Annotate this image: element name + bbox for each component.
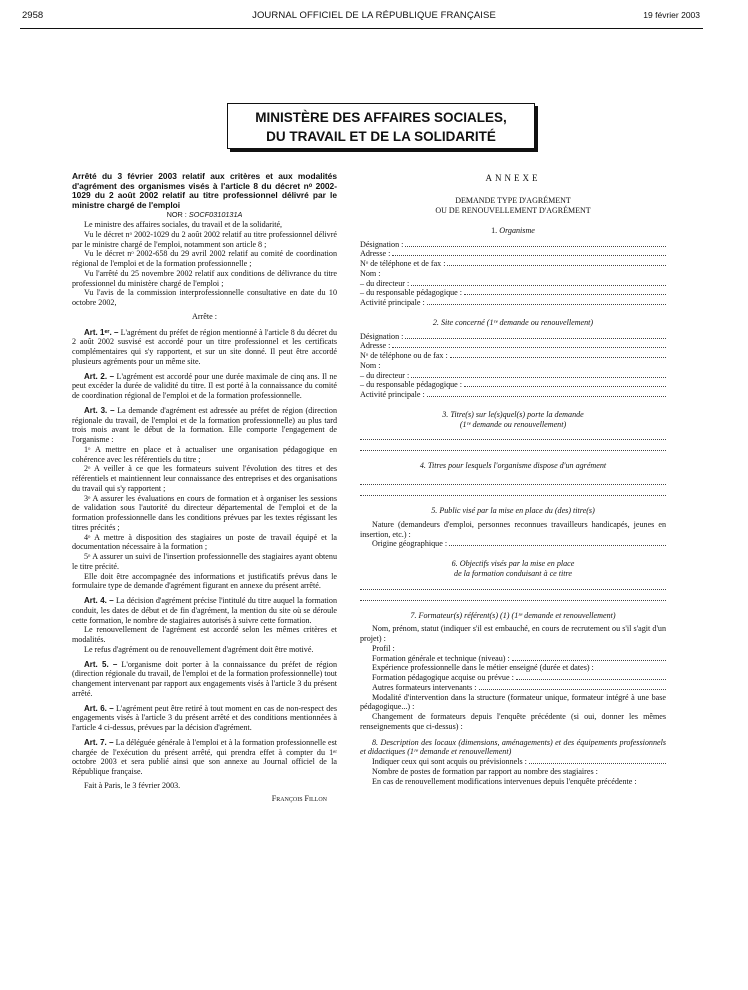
article-5-text: L'organisme doit porter à la connaissance du préfet de région (direction régionale du travail, de l'emploi et de la formation professionnelle) tout changement intervenant par rapport aux engagements visés à l'article 3 du présent arrêté.	[72, 659, 338, 698]
fill-line	[464, 288, 666, 295]
annexe-subtitle-2: OU DE RENOUVELLEMENT D'AGRÉMENT	[435, 205, 591, 215]
fill-line	[427, 298, 666, 305]
article-6-label: Art. 6. –	[84, 703, 114, 713]
s1-adresse-field[interactable]	[360, 249, 666, 259]
s5-nature-field[interactable]: Nature (demandeurs d'emploi, personnes reconnues travailleurs handicapés, jeunes en insertion, etc.) :	[360, 519, 666, 539]
s7-pedago-label: Formation pédagogique acquise ou prévue :	[372, 673, 514, 682]
s7-formation-field[interactable]	[360, 654, 666, 664]
page-header	[0, 10, 748, 24]
arrete-column	[72, 172, 337, 803]
s1-activite-field[interactable]	[360, 298, 666, 308]
s3-fill-line-2[interactable]	[360, 441, 666, 451]
s7-autres-label: Autres formateurs intervenants :	[372, 682, 477, 692]
article-1-label: Art. 1ᵉʳ. –	[84, 327, 119, 337]
section-7-title: 7. Formateur(s) référent(s) (1) (1ʳᵉ demande et renouvellement)	[410, 610, 616, 620]
article-6	[72, 704, 337, 733]
ministry-line-1: MINISTÈRE DES AFFAIRES SOCIALES,	[255, 110, 507, 125]
header-rule	[20, 28, 703, 29]
visa-3: Vu le décret nᵒ 2002-658 du 29 avril 2002 relatif au comité de coordination régional de l'emploi et de la formation professionnelle ;	[72, 249, 337, 269]
signature: François Fillon	[271, 793, 327, 803]
s1-directeur-label: – du directeur :	[360, 278, 410, 288]
section-1-number: 1.	[491, 225, 498, 235]
s1-telephone-field[interactable]	[360, 259, 666, 269]
article-4-label: Art. 4. –	[84, 596, 114, 606]
fill-line	[464, 380, 666, 387]
s1-adresse-label: Adresse :	[360, 249, 391, 259]
section-4-title: 4. Titres pour lesquels l'organisme dispose d'un agrément	[419, 461, 607, 471]
section-3-subtitle: (1ʳᵉ demande ou renouvellement)	[459, 419, 567, 429]
s8-indiquer-field[interactable]	[360, 757, 666, 767]
article-7	[72, 738, 337, 777]
s7-nom-field[interactable]: Nom, prénom, statut (indiquer s'il est embauché, en cours de recrutement ou s'il s'agit d'un projet) :	[360, 624, 666, 643]
ministry-line-2: DU TRAVAIL ET DE LA SOLIDARITÉ	[266, 129, 496, 144]
fill-line	[405, 240, 666, 247]
s7-profil-label: Profil :	[372, 643, 395, 653]
s2-adresse-field[interactable]	[360, 341, 666, 351]
s2-designation-label: Désignation :	[360, 331, 404, 341]
section-6-subtitle: de la formation conduisant à ce titre	[454, 568, 572, 578]
s6-fill-line-1[interactable]	[360, 580, 666, 590]
nor-value: SOCF0310131A	[188, 210, 243, 220]
section-1-title	[360, 226, 666, 236]
page-number: 2958	[22, 10, 44, 21]
fill-line	[479, 683, 666, 690]
s7-formation-label: Formation générale et technique (niveau) :	[372, 653, 510, 663]
section-8-title: 8. Description des locaux (dimensions, aménagements) et des équipements professionnels et didactiques (1ʳᵉ demande et renouvellement)	[360, 737, 666, 757]
s2-responsable-label: – du responsable pédagogique :	[360, 380, 463, 390]
s2-activite-field[interactable]	[360, 390, 666, 400]
fill-line	[529, 757, 666, 764]
fill-line	[392, 249, 666, 256]
s2-responsable-field[interactable]	[360, 380, 666, 390]
s1-designation-label: Désignation :	[360, 239, 404, 249]
s1-designation-field[interactable]	[360, 240, 666, 250]
fill-line	[427, 390, 666, 397]
article-3-text: La demande d'agrément est adressée au préfet de région (direction régionale du travail, de l'emploi et de la formation professionnelle) au plus tard trois mois avant le début de la formation. Elle comporte l'engagement de l'organisme :	[72, 405, 337, 445]
article-3-label: Art. 3. –	[84, 405, 115, 415]
section-1-name: Organisme	[499, 225, 535, 235]
s1-responsable-label: – du responsable pédagogique :	[360, 288, 463, 298]
article-3-annex-note: Elle doit être accompagnée des informations et justificatifs prévus dans le formulaire type de demande d'agrément figurant en annexe du présent arrêté.	[72, 571, 337, 591]
s1-activite-label: Activité principale :	[360, 298, 425, 307]
s7-changement-field[interactable]: Changement de formateurs depuis l'enquête précédente (si oui, donner les mêmes renseignements que ci-dessus) :	[360, 712, 666, 731]
section-3-title: 3. Titre(s) sur le(s)quel(s) porte la demande	[442, 409, 584, 419]
fait-a-paris: Fait à Paris, le 3 février 2003.	[84, 780, 181, 790]
nor-label: NOR :	[166, 210, 187, 220]
annexe-title: ANNEXE	[485, 173, 541, 183]
s3-fill-line-1[interactable]	[360, 430, 666, 440]
article-4-para-2: Le renouvellement de l'agrément est accordé selon les mêmes critères et modalités.	[72, 625, 337, 645]
engagement-4: 4ᵒ A mettre à disposition des stagiaires un poste de travail équipé et la documentation nécessaire à la formation ;	[72, 532, 337, 552]
s2-directeur-field[interactable]	[360, 371, 666, 381]
s2-telephone-label: Nᵒ de téléphone ou de fax :	[360, 351, 448, 360]
fill-line	[516, 673, 666, 680]
s6-fill-line-2[interactable]	[360, 591, 666, 601]
annexe-subtitle-1: DEMANDE TYPE D'AGRÉMENT	[455, 195, 571, 205]
fill-line	[450, 351, 666, 358]
visa-4: Vu l'arrêté du 25 novembre 2002 relatif aux conditions de délivrance du titre professionnel du ministère chargé de l'emploi ;	[72, 268, 337, 288]
article-5	[72, 660, 337, 699]
s2-adresse-label: Adresse :	[360, 341, 391, 351]
s5-origine-field[interactable]	[360, 539, 666, 549]
article-2	[72, 372, 337, 401]
arrete-title: Arrêté du 3 février 2003 relatif aux critères et aux modalités d'agrément des organismes visés à l'article 8 du décret nᵒ 2002-1029 du 2 août 2002 relatif au titre professionnel délivré par le ministre chargé de l'emploi	[72, 171, 337, 210]
engagement-1: 1ᵒ A mettre en place et à actualiser une organisation pédagogique en cohérence avec les référentiels du titre ;	[72, 444, 337, 464]
article-3	[72, 406, 337, 445]
s1-responsable-field[interactable]	[360, 288, 666, 298]
article-1	[72, 328, 337, 367]
s2-activite-label: Activité principale :	[360, 390, 425, 399]
s8-renouvellement-field[interactable]: En cas de renouvellement modifications intervenues depuis l'enquête précédente :	[372, 776, 637, 786]
engagement-2: 2ᵒ A veiller à ce que les formateurs suivent l'évolution des titres et des référentiels et maintiennent leur connaissance des entreprises et des organisations du travail qui s'y rapportent ;	[72, 464, 337, 493]
s7-autres-field[interactable]	[360, 683, 666, 693]
s2-directeur-label: – du directeur :	[360, 370, 410, 380]
article-7-text: La déléguée générale à l'emploi et à la formation professionnelle est chargée de l'exécution du présent arrêté, qui prendra effet à compter du 1ᵉʳ octobre 2003 et sera publié ainsi que son annexe au Journal officiel de la République française.	[72, 737, 337, 777]
visa-5: Vu l'avis de la commission interprofessionnelle consultative en date du 10 octobre 2002,	[72, 288, 337, 308]
fill-line	[449, 539, 666, 546]
s7-experience-field[interactable]: Expérience professionnelle dans le métier enseigné (durée et dates) :	[372, 663, 594, 673]
article-5-label: Art. 5. –	[84, 659, 118, 669]
s7-pedago-field[interactable]	[360, 673, 666, 683]
s4-fill-line-1[interactable]	[360, 475, 666, 485]
visa-1: Le ministre des affaires sociales, du travail et de la solidarité,	[84, 220, 283, 230]
fill-line	[392, 341, 666, 348]
fill-line	[405, 332, 666, 339]
section-5-title: 5. Public visé par la mise en place du (des) titre(s)	[431, 506, 595, 515]
article-2-text: L'agrément est accordé pour une durée maximale de cinq ans. Il ne peut excéder la durée de validité du titre. Il est porté à la connaissance du comité de coordination régional de l'emploi et de la formation professionnelle.	[72, 371, 337, 401]
fill-line	[447, 259, 666, 266]
visa-2: Vu le décret nᵒ 2002-1029 du 2 août 2002 relatif au titre professionnel délivré par le ministre chargé de l'emploi, notamment son article 8 ;	[72, 229, 337, 249]
article-2-label: Art. 2. –	[84, 371, 115, 381]
nor-reference	[72, 210, 337, 220]
arrete-word: Arrête :	[192, 311, 217, 321]
s1-directeur-field[interactable]	[360, 279, 666, 289]
fill-line	[512, 654, 666, 661]
s1-telephone-label: Nᵒ de téléphone et de fax :	[360, 259, 446, 268]
s1-nom-label: Nom :	[360, 268, 381, 278]
section-2-title: 2. Site concerné (1ʳᵉ demande ou renouvellement)	[432, 317, 594, 327]
s5-origine-label: Origine géographique :	[372, 539, 448, 549]
article-7-label: Art. 7. –	[84, 737, 114, 747]
ministry-box	[227, 103, 535, 149]
article-4	[72, 596, 337, 625]
article-1-text: L'agrément du préfet de région mentionné à l'article 8 du décret du 2 août 2002 susvisé est accordé pour un titre professionnel et les certificats complémentaires qui s'y rapportent, et sur un site donné. Il peut être accordé plusieurs agréments pour un même site.	[72, 327, 337, 366]
annexe-column	[360, 174, 666, 786]
engagement-5: 5ᵒ A assurer un suivi de l'insertion professionnelle des stagiaires ayant obtenu le titre précité.	[72, 552, 337, 571]
s2-telephone-field[interactable]	[360, 351, 666, 361]
s2-designation-field[interactable]	[360, 332, 666, 342]
s8-nombre-field[interactable]: Nombre de postes de formation par rapport au nombre des stagiaires :	[372, 766, 598, 776]
article-4-para-3: Le refus d'agrément ou de renouvellement d'agrément doit être motivé.	[84, 644, 314, 654]
s8-indiquer-label: Indiquer ceux qui sont acquis ou prévisionnels :	[372, 757, 527, 766]
engagement-3: 3ᵒ A assurer les évaluations en cours de formation et à organiser les sessions de validation sous l'autorité du directeur départemental de l'emploi et de la formation professionnelle dans les conditions prévues par les textes régissant les titres précités ;	[72, 493, 337, 532]
journal-title: JOURNAL OFFICIEL DE LA RÉPUBLIQUE FRANÇAISE	[252, 10, 496, 21]
fill-line	[411, 279, 666, 286]
article-6-text: L'agrément peut être retiré à tout moment en cas de non-respect des engagements visés à l'article 3 du présent arrêté et des conditions mentionnées à l'article 4 ci-dessus, prévues par la décision d'agrément.	[72, 703, 337, 733]
s2-nom-label: Nom :	[360, 360, 381, 370]
s7-modalite-field[interactable]: Modalité d'intervention dans la structure (formateur unique, formateur intégré à une base pédagogique...) :	[360, 692, 666, 712]
section-6-title: 6. Objectifs visés par la mise en place	[451, 559, 575, 568]
s4-fill-line-2[interactable]	[360, 486, 666, 496]
article-4-text: La décision d'agrément précise l'intitulé du titre auquel la formation conduit, les dates de début et de fin d'agrément, la mention du site où se déroule cette formation, le nombre de stagiaires autorisés à suivre cette formation.	[72, 596, 338, 625]
issue-date: 19 février 2003	[643, 10, 700, 20]
fill-line	[411, 371, 666, 378]
